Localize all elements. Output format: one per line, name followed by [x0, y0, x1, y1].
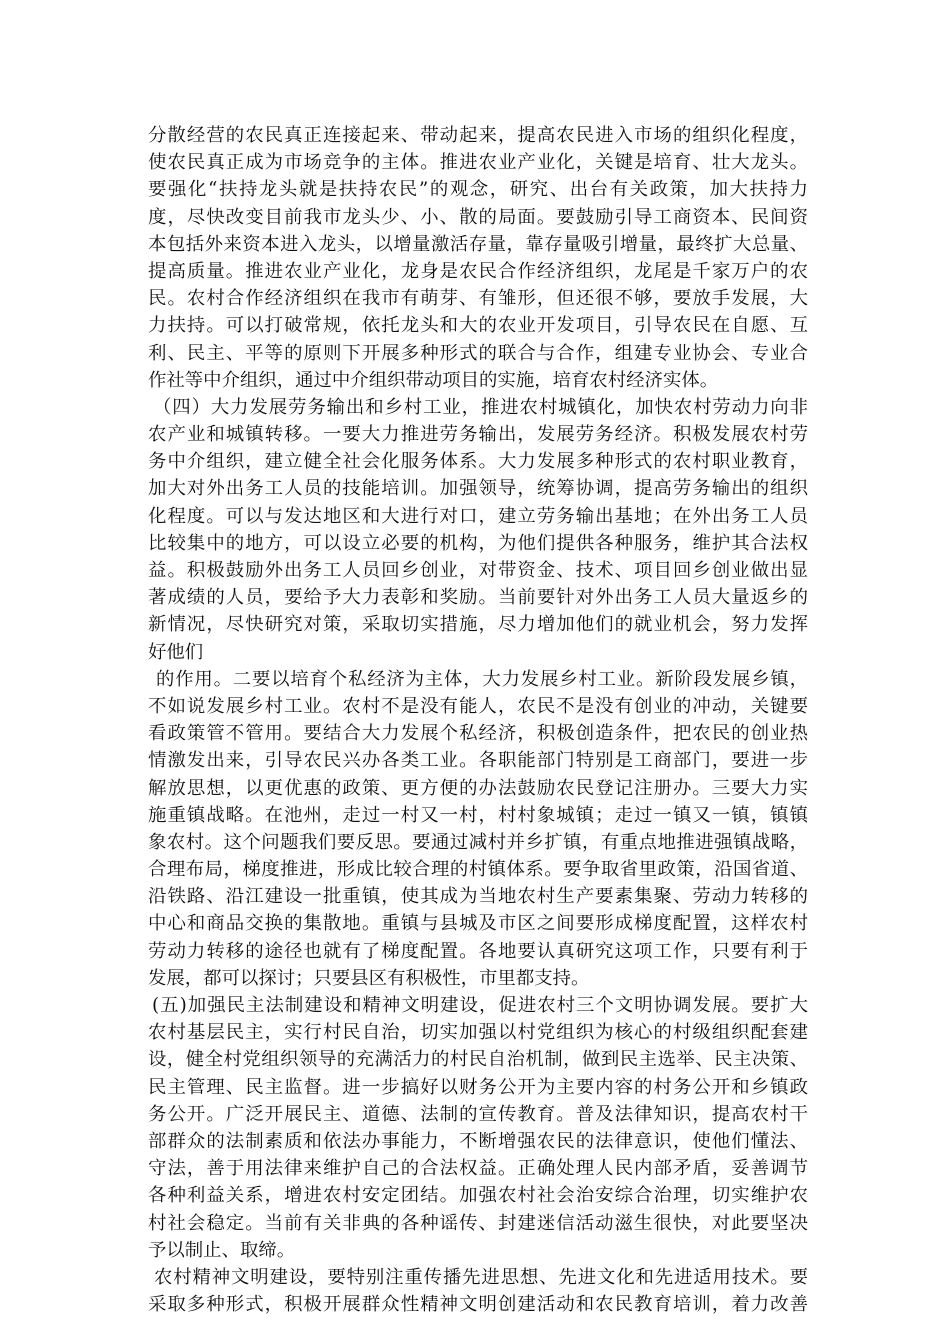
paragraph-2	[148, 394, 808, 666]
text-line: （四）大力发展劳务输出和乡村工业，推进农村城镇化，加快农村劳动力向非	[153, 396, 808, 418]
document-body	[148, 122, 808, 1318]
text-line: 各种利益关系，增进农村安定团结。加强农村社会治安综合治理，切实维护农	[148, 1185, 808, 1207]
text-line: 分散经营的农民真正连接起来、带动起来，提高农民进入市场的组织化程度，	[148, 125, 808, 146]
text-line: 农村精神文明建设，要特别注重传播先进思想、先进文化和先进适用技术。要	[154, 1266, 808, 1288]
text-line: 情激发出来，引导农民兴办各类工业。各职能部门特别是工商部门，要进一步	[148, 750, 808, 772]
text-line: 施重镇战略。在池州，走过一村又一村，村村象城镇；走过一镇又一镇，镇镇	[148, 804, 808, 826]
text-line: 中心和商品交换的集散地。重镇与县城及市区之间要形成梯度配置，这样农村	[148, 913, 808, 935]
paragraph-3	[148, 666, 808, 992]
text-line: 务中介组织，建立健全社会化服务体系。大力发展多种形式的农村职业教育，	[148, 451, 808, 473]
text-line: 益。积极鼓励外出务工人员回乡创业，对带资金、技术、项目回乡创业做出显	[148, 560, 808, 581]
text-line: 村社会稳定。当前有关非典的各种谣传、封建迷信活动滋生很快，对此要坚决	[148, 1212, 808, 1234]
text-line: 象农村。这个问题我们要反思。要通过减村并乡扩镇，有重点地推进强镇战略，	[148, 831, 808, 853]
text-line: 设，健全村党组织领导的充满活力的村民自治机制，做到民主选举、民主决策、	[148, 1049, 808, 1071]
text-line: 合理布局，梯度推进，形成比较合理的村镇体系。要争取省里政策，沿国省道、	[148, 859, 808, 881]
text-line: 加大对外出务工人员的技能培训。加强领导，统筹协调，提高劳务输出的组织	[148, 478, 808, 500]
text-line: 新情况，尽快研究对策，采取切实措施，尽力增加他们的就业机会，努力发挥	[148, 614, 808, 636]
text-line: 民。农村合作经济组织在我市有萌芽、有雏形，但还很不够，要放手发展，大	[148, 288, 808, 310]
paragraph-5	[148, 1264, 808, 1318]
text-line: 利、民主、平等的原则下开展多种形式的联合与合作，组建专业协会、专业合	[148, 342, 808, 364]
text-line: 本包括外来资本进入龙头，以增量激活存量，靠存量吸引增量，最终扩大总量、	[148, 233, 808, 255]
text-line: 使农民真正成为市场竞争的主体。推进农业产业化，关键是培育、壮大龙头。	[148, 152, 808, 174]
text-line: (五)加强民主法制建设和精神文明建设，促进农村三个文明协调发展。要扩大	[152, 995, 808, 1016]
text-line: 农产业和城镇转移。一要大力推进劳务输出，发展劳务经济。积极发展农村劳	[148, 424, 808, 446]
text-line: 采取多种形式，积极开展群众性精神文明创建活动和农民教育培训，着力改善	[148, 1294, 808, 1316]
text-line: 提高质量。推进农业产业化，龙身是农民合作经济组织，龙尾是千家万户的农	[148, 260, 808, 282]
text-line: 的作用。二要以培育个私经济为主体，大力发展乡村工业。新阶段发展乡镇，	[156, 668, 808, 690]
text-line: 沿铁路、沿江建设一批重镇，使其成为当地农村生产要素集聚、劳动力转移的	[148, 886, 808, 908]
paragraph-1	[148, 122, 808, 394]
text-line: 比较集中的地方，可以设立必要的机构，为他们提供各种服务，维护其合法权	[148, 532, 808, 554]
text-line: 发展，都可以探讨；只要县区有积极性，市里都支持。	[148, 967, 590, 989]
text-line: 化程度。可以与发达地区和大进行对口，建立劳务输出基地；在外出务工人员	[148, 505, 808, 527]
text-line: 劳动力转移的途径也就有了梯度配置。各地要认真研究这项工作，只要有利于	[148, 940, 808, 962]
text-line: 予以制止、取缔。	[148, 1239, 296, 1261]
text-line: 民主管理、民主监督。进一步搞好以财务公开为主要内容的村务公开和乡镇政	[148, 1076, 808, 1098]
text-line: 看政策管不管用。要结合大力发展个私经济，积极创造条件，把农民的创业热	[148, 723, 808, 745]
text-line: 部群众的法制素质和依法办事能力，不断增强农民的法律意识，使他们懂法、	[148, 1130, 808, 1152]
text-line: 力扶持。可以打破常规，依托龙头和大的农业开发项目，引导农民在自愿、互	[148, 315, 808, 337]
text-line: 作社等中介组织，通过中介组织带动项目的实施，培育农村经济实体。	[148, 369, 719, 391]
text-line: 度，尽快改变目前我市龙头少、小、散的局面。要鼓励引导工商资本、民间资	[148, 206, 808, 228]
text-line: 好他们	[148, 641, 204, 663]
text-line: 守法，善于用法律来维护自己的合法权益。正确处理人民内部矛盾，妥善调节	[148, 1158, 808, 1180]
paragraph-4	[148, 992, 808, 1264]
text-line: 著成绩的人员，要给予大力表彰和奖励。当前要针对外出务工人员大量返乡的	[148, 587, 808, 609]
text-line: 不如说发展乡村工业。农村不是没有能人，农民不是没有创业的冲动，关键要	[148, 695, 808, 717]
text-line: 解放思想，以更优惠的政策、更方便的办法鼓励农民登记注册办。三要大力实	[148, 777, 808, 799]
text-line: 务公开。广泛开展民主、道德、法制的宣传教育。普及法律知识，提高农村干	[148, 1103, 808, 1125]
text-line: 要强化“扶持龙头就是扶持农民”的观念，研究、出台有关政策，加大扶持力	[148, 179, 808, 201]
text-line: 农村基层民主，实行村民自治，切实加强以村党组织为核心的村级组织配套建	[148, 1022, 808, 1044]
